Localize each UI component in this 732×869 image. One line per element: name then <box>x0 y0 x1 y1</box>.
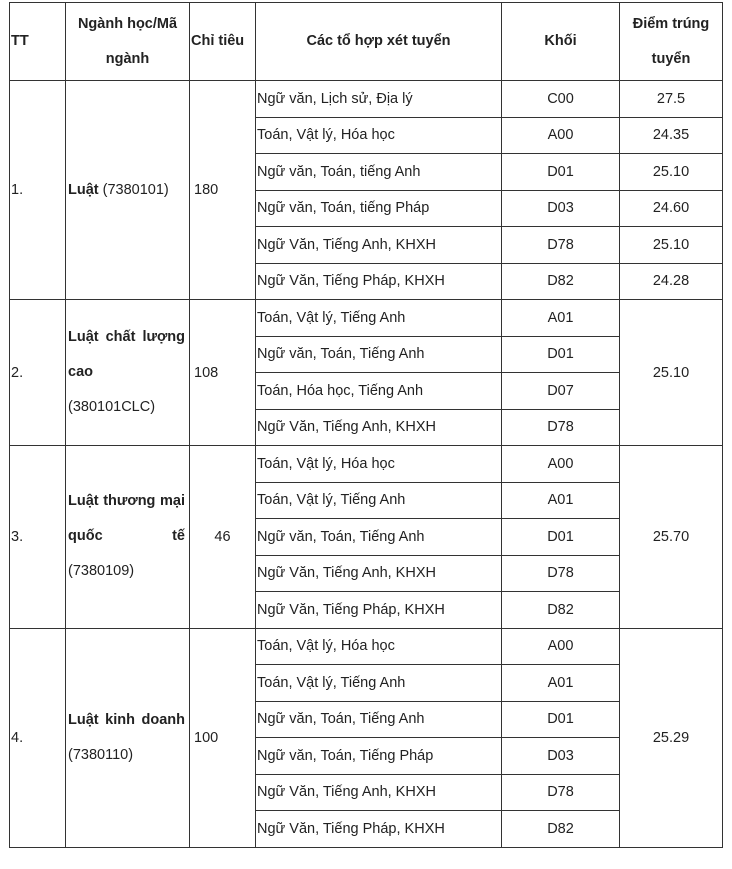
major-cell <box>66 81 190 300</box>
block: D01 <box>502 701 620 738</box>
combo: Ngữ Văn, Tiếng Pháp, KHXH <box>256 263 502 300</box>
score: 24.60 <box>620 190 723 227</box>
header-row <box>10 3 723 81</box>
block: A00 <box>502 628 620 665</box>
combo: Toán, Vật lý, Tiếng Anh <box>256 665 502 702</box>
block: D01 <box>502 154 620 191</box>
header-score: Điểm trúng tuyển <box>620 3 723 81</box>
combo: Ngữ văn, Toán, Tiếng Anh <box>256 519 502 556</box>
major-code: (7380110) <box>68 746 134 763</box>
major-name: Luật <box>68 181 99 198</box>
block: D07 <box>502 373 620 410</box>
combo: Ngữ văn, Toán, Tiếng Pháp <box>256 738 502 775</box>
major-name: Luật kinh doanh <box>68 711 185 728</box>
table-row <box>10 628 723 665</box>
combo: Toán, Vật lý, Tiếng Anh <box>256 482 502 519</box>
admission-scores-table <box>9 2 723 848</box>
combo: Ngữ Văn, Tiếng Anh, KHXH <box>256 555 502 592</box>
table-row <box>10 300 723 337</box>
combo: Toán, Vật lý, Hóa học <box>256 446 502 483</box>
header-block: Khối <box>502 3 620 81</box>
group-number: 1. <box>10 81 66 300</box>
combo: Toán, Vật lý, Hóa học <box>256 117 502 154</box>
major-cell <box>66 446 190 629</box>
block: D01 <box>502 336 620 373</box>
block: D82 <box>502 592 620 629</box>
score: 27.5 <box>620 81 723 118</box>
group-number: 2. <box>10 300 66 446</box>
combo: Toán, Vật lý, Hóa học <box>256 628 502 665</box>
block: D78 <box>502 227 620 264</box>
header-tt: TT <box>10 3 66 81</box>
table-row <box>10 81 723 118</box>
block: A01 <box>502 300 620 337</box>
quota: 46 <box>190 446 256 629</box>
major-cell <box>66 628 190 847</box>
score: 25.70 <box>620 446 723 629</box>
major-code: (380101CLC) <box>68 399 156 415</box>
combo: Ngữ Văn, Tiếng Anh, KHXH <box>256 227 502 264</box>
major-name: Luật chất lượng cao <box>68 329 185 380</box>
block: D78 <box>502 409 620 446</box>
combo: Ngữ văn, Toán, Tiếng Anh <box>256 701 502 738</box>
block: D82 <box>502 263 620 300</box>
block: C00 <box>502 81 620 118</box>
combo: Toán, Vật lý, Tiếng Anh <box>256 300 502 337</box>
block: D03 <box>502 190 620 227</box>
group-number: 4. <box>10 628 66 847</box>
quota: 108 <box>190 300 256 446</box>
header-major: Ngành học/Mã ngành <box>66 3 190 81</box>
block: D78 <box>502 774 620 811</box>
combo: Ngữ Văn, Tiếng Anh, KHXH <box>256 774 502 811</box>
table-row <box>10 446 723 483</box>
combo: Ngữ Văn, Tiếng Pháp, KHXH <box>256 592 502 629</box>
score: 25.10 <box>620 154 723 191</box>
combo: Toán, Hóa học, Tiếng Anh <box>256 373 502 410</box>
block: A01 <box>502 665 620 702</box>
major-code: (7380109) <box>68 563 135 580</box>
combo: Ngữ văn, Toán, Tiếng Anh <box>256 336 502 373</box>
major-name: Luật thương mại quốc tế <box>68 493 185 545</box>
block: D82 <box>502 811 620 848</box>
block: A00 <box>502 446 620 483</box>
block: A01 <box>502 482 620 519</box>
group-number: 3. <box>10 446 66 629</box>
combo: Ngữ văn, Toán, tiếng Anh <box>256 154 502 191</box>
quota: 180 <box>190 81 256 300</box>
combo: Ngữ văn, Toán, tiếng Pháp <box>256 190 502 227</box>
admission-table-wrapper <box>9 2 723 848</box>
score: 25.10 <box>620 300 723 446</box>
major-cell <box>66 300 190 446</box>
major-code: (7380101) <box>102 181 169 198</box>
block: A00 <box>502 117 620 154</box>
score: 25.29 <box>620 628 723 847</box>
combo: Ngữ Văn, Tiếng Pháp, KHXH <box>256 811 502 848</box>
header-quota: Chỉ tiêu <box>190 3 256 81</box>
score: 24.35 <box>620 117 723 154</box>
quota: 100 <box>190 628 256 847</box>
combo: Ngữ Văn, Tiếng Anh, KHXH <box>256 409 502 446</box>
block: D01 <box>502 519 620 556</box>
block: D03 <box>502 738 620 775</box>
block: D78 <box>502 555 620 592</box>
score: 25.10 <box>620 227 723 264</box>
score: 24.28 <box>620 263 723 300</box>
combo: Ngữ văn, Lịch sử, Địa lý <box>256 81 502 118</box>
header-combos: Các tổ hợp xét tuyển <box>256 3 502 81</box>
